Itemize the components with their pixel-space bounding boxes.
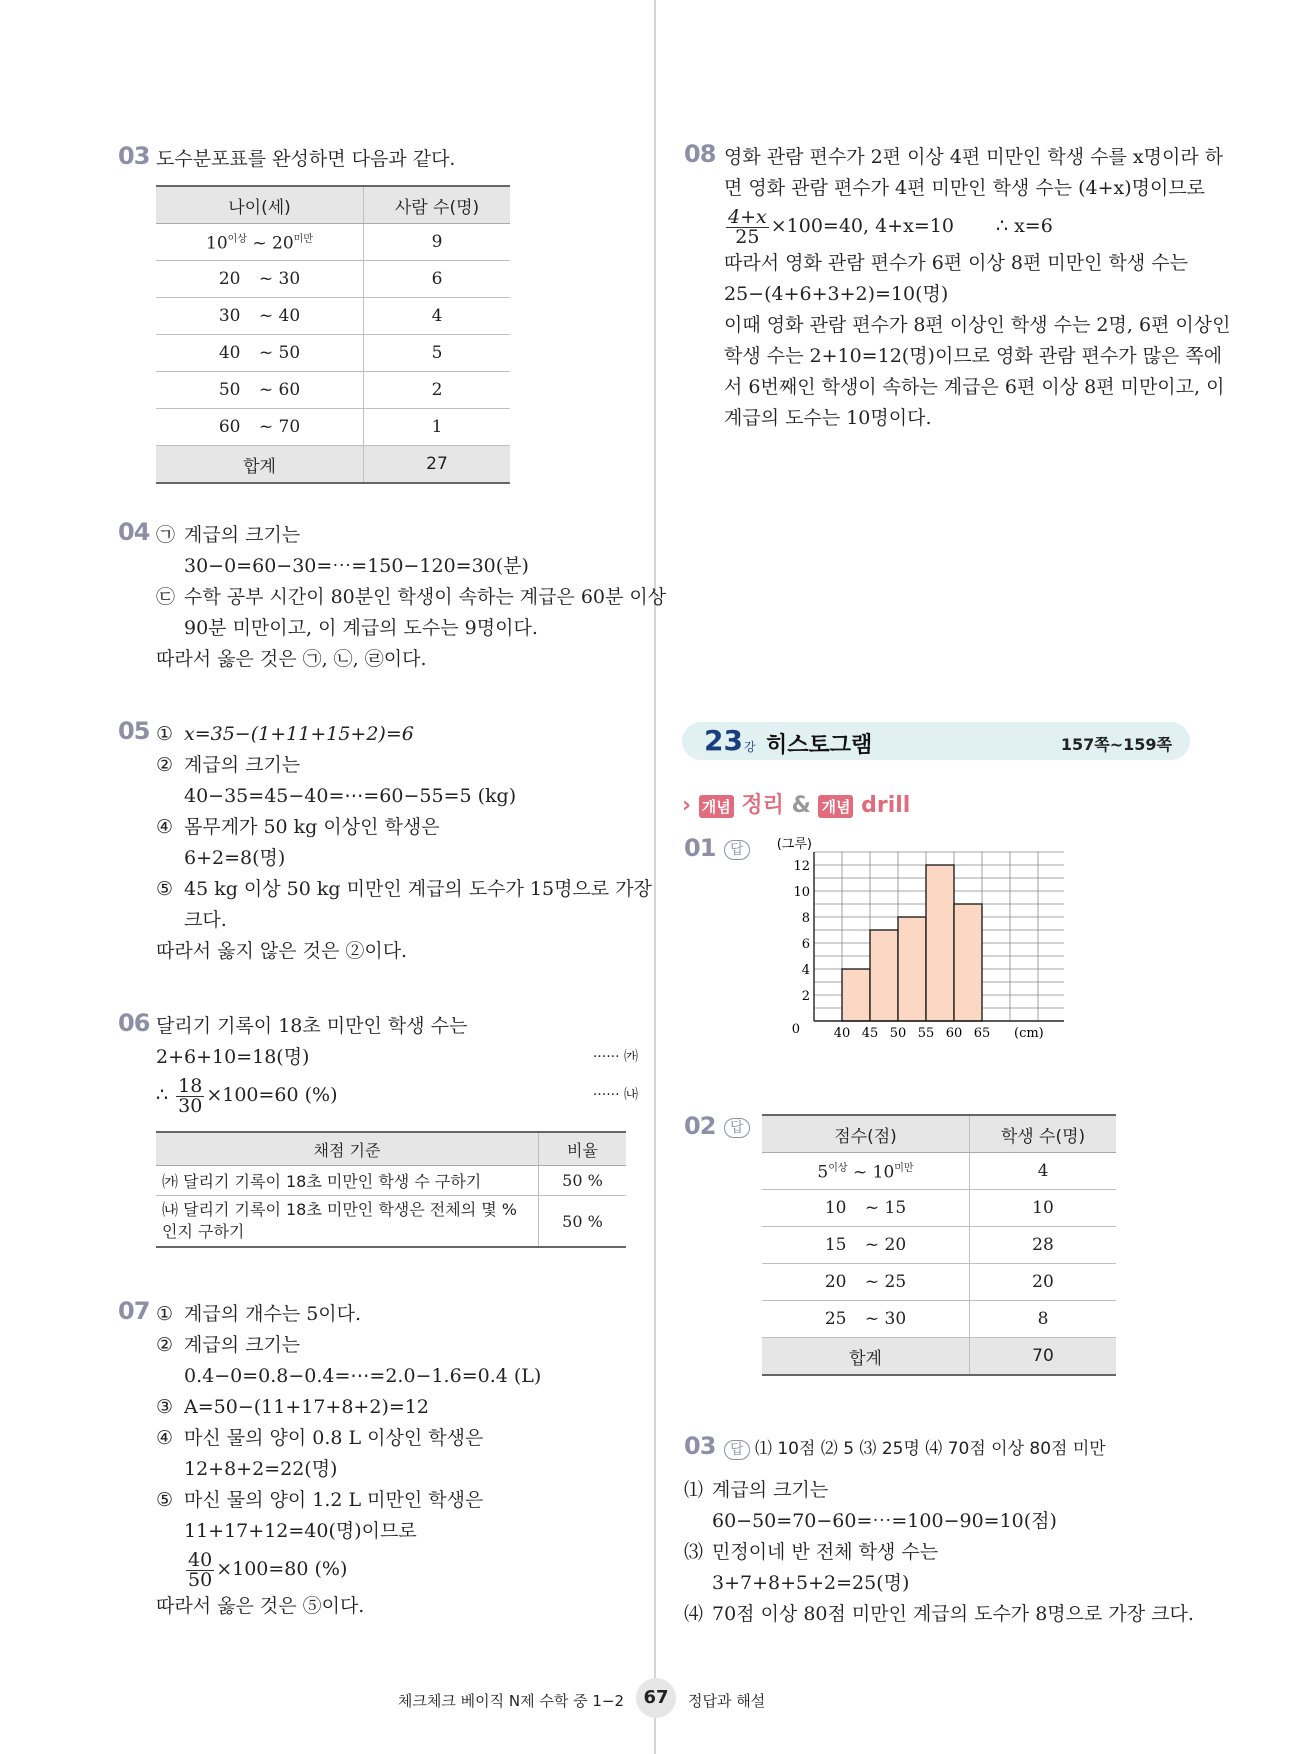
page-number: 67: [636, 1678, 676, 1718]
table-cell: 6: [364, 261, 511, 298]
problem-number: 03: [684, 1432, 716, 1460]
answer-badge: 답: [724, 1118, 750, 1138]
lesson-title: 히스토그램: [766, 733, 873, 758]
concept-badge: 개념: [818, 795, 853, 818]
table-cell: 10 ~ 15: [762, 1190, 970, 1227]
table-row: [762, 1190, 1116, 1227]
lesson-number: 23: [704, 724, 743, 757]
x-tick-label: 50: [889, 1026, 907, 1041]
y-tick-label: 10: [793, 885, 810, 900]
table-cell: 20 ~ 25: [762, 1264, 970, 1301]
table-row: [156, 409, 510, 446]
answer-badge: 답: [724, 1440, 750, 1460]
x-tick-label: 45: [861, 1026, 879, 1041]
table-row: [156, 298, 510, 335]
histogram-bar: [926, 865, 954, 1021]
table-cell: 9: [364, 224, 511, 261]
answer-summary: ⑴ 10점 ⑵ 5 ⑶ 25명 ⑷ 70점 이상 80점 미만: [754, 1439, 1106, 1459]
origin-label: 0: [791, 1022, 800, 1037]
table-row: [156, 335, 510, 372]
table-total-row: [762, 1338, 1116, 1376]
histogram-bar: [870, 930, 898, 1021]
table-cell: ㈏ 달리기 기록이 18초 미만인 학생은 전체의 몇 %인지 구하기: [156, 1196, 539, 1248]
y-tick-label: 4: [801, 963, 810, 978]
table-row: [156, 1166, 626, 1196]
table-cell: 4: [970, 1153, 1117, 1190]
table-cell: 15 ~ 20: [762, 1227, 970, 1264]
problem-06: 06 달리기 기록이 18초 미만인 학생 수는 2+6+10=18(명) ······ ㈎ ∴ $\frac{18}{30}$ ×100=60 (%) ······ ㈏ 채점 기준 비율 ㈎ 달리기 기록이 18초 미만인 학생 수 구하기 50 % ㈏ 달리기 기록이 18초 미만인 학생은 전체의 몇 %인지 구하기 50 %: [118, 1011, 638, 1248]
table-cell: 4: [364, 298, 511, 335]
problem-number: 03: [118, 142, 150, 170]
scoring-table: [156, 1131, 626, 1248]
question-01: [684, 836, 1204, 1066]
table-row: [762, 1153, 1116, 1190]
table-row: [762, 1301, 1116, 1338]
problem-08: 08 영화 관람 편수가 2편 이상 4편 미만인 학생 수를 x명이라 하 면 영화 관람 편수가 4편 미만인 학생 수는 (4+x)명이므로 $\frac{4+x}{25}$ ×100=40, 4+x=10 ∴ x=6 따라서 영화 관람 편수가 6편 이상 8편 미만인 학생 수는 25−(4+6+3+2)=10(명) 이때 영화 관람 편수가 8편 이상인 학생 수는 2명, 6편 이상인 학생 수는 2+10=12(명)이므로 영화 관람 편수가 많은 쪽에 서 6번째인 학생이 속하는 계급은 6편 이상 8편 미만이고, 이 계급의 도수는 10명이다.: [684, 140, 1231, 429]
table-cell: 30 ~ 40: [156, 298, 364, 335]
problem-04: 04 ㉠ 계급의 크기는 30−0=60−30=⋯=150−120=30(분) ㉢ 수학 공부 시간이 80분인 학생이 속하는 계급은 60분 이상 90분 미만이고, 이 계급의 도수는 9명이다. 따라서 옳은 것은 ㉠, ㉡, ㉣이다.: [118, 518, 667, 670]
frequency-table: [762, 1114, 1116, 1376]
y-tick-label: 2: [801, 989, 810, 1004]
table-cell: $5^{이상}$ ~ $10^{미만}$: [762, 1153, 970, 1190]
table-cell: 60 ~ 70: [156, 409, 364, 446]
chevron-right-icon: ›: [682, 793, 692, 818]
table-header: 학생 수(명): [970, 1115, 1117, 1153]
x-tick-label: 65: [973, 1026, 991, 1041]
table-cell: 25 ~ 30: [762, 1301, 970, 1338]
table-row: [156, 224, 510, 261]
table-row: [156, 261, 510, 298]
table-header: 사람 수(명): [364, 186, 511, 224]
table-cell: 50 ~ 60: [156, 372, 364, 409]
table-cell: ㈎ 달리기 기록이 18초 미만인 학생 수 구하기: [156, 1166, 539, 1196]
lesson-unit: 강: [744, 740, 756, 754]
problem-number: 05: [118, 717, 150, 745]
table-cell: 50 %: [539, 1196, 627, 1248]
histogram-bar: [954, 904, 982, 1021]
y-axis-label: (그루): [776, 837, 812, 852]
lesson-banner: [682, 722, 1190, 760]
table-header: 채점 기준: [156, 1132, 539, 1166]
question-03: 03 답 ⑴ 10점 ⑵ 5 ⑶ 25명 ⑷ 70점 이상 80점 미만 ⑴ 계급의 크기는 60−50=70−60=⋯=100−90=10(점) ⑶ 민정이네 반 전체 학생 수는 3+7+8+5+2=25(명) ⑷ 70점 이상 80점 미만인 계급의 도수가 8명으로 가장 크다.: [684, 1432, 1194, 1625]
lesson-pages: 157쪽~159쪽: [1060, 735, 1172, 754]
table-row: [762, 1227, 1116, 1264]
table-row: [762, 1264, 1116, 1301]
table-cell: 8: [970, 1301, 1117, 1338]
table-cell: 50 %: [539, 1166, 627, 1196]
problem-number: 07: [118, 1297, 150, 1325]
section-name: 정답과 해설: [688, 1692, 766, 1710]
section-heading: › 개념 정리 & 개념 drill: [682, 793, 911, 818]
concept-badge: 개념: [699, 795, 734, 818]
table-cell: 합계: [762, 1338, 970, 1376]
problem-number: 01: [684, 834, 716, 862]
table-header: 비율: [539, 1132, 627, 1166]
table-row: [156, 372, 510, 409]
problem-07: 07 ① 계급의 개수는 5이다. ② 계급의 크기는 0.4−0=0.8−0.4=⋯=2.0−1.6=0.4 (L) ③ A=50−(11+17+8+2)=12 ④ 마신 물의 양이 0.8 L 이상인 학생은 12+8+2=22(명) ⑤ 마신 물의 양이 1.2 L 미만인 학생은 11+17+12=40(명)이므로 $\frac{40}{50}$ ×100=80 (%) 따라서 옳은 것은 ⑤이다.: [118, 1297, 542, 1617]
x-tick-label: 55: [917, 1026, 935, 1041]
table-total-row: [156, 446, 510, 484]
y-tick-label: 8: [801, 911, 810, 926]
answer-badge: 답: [724, 840, 750, 860]
problem-text: 도수분포표를 완성하면 다음과 같다.: [156, 148, 456, 170]
problem-number: 06: [118, 1009, 150, 1037]
problem-03: [118, 144, 638, 484]
problem-number: 04: [118, 518, 150, 546]
table-cell: 2: [364, 372, 511, 409]
table-cell: 합계: [156, 446, 364, 484]
problem-number: 02: [684, 1112, 716, 1140]
table-cell: 28: [970, 1227, 1117, 1264]
table-row: [156, 1196, 626, 1248]
x-axis-label: (cm): [1014, 1026, 1044, 1041]
problem-number: 08: [684, 140, 716, 168]
table-cell: $10^{이상}$ ~ $20^{미만}$: [156, 224, 364, 261]
table-cell: 20: [970, 1264, 1117, 1301]
x-tick-label: 60: [945, 1026, 963, 1041]
y-tick-label: 6: [801, 937, 810, 952]
table-cell: 5: [364, 335, 511, 372]
table-cell: 40 ~ 50: [156, 335, 364, 372]
table-cell: 20 ~ 30: [156, 261, 364, 298]
problem-05: 05 ① x=35−(1+11+15+2)=6 ② 계급의 크기는 40−35=45−40=⋯=60−55=5 (kg) ④ 몸무게가 50 kg 이상인 학생은 6+2=8(명) ⑤ 45 kg 이상 50 kg 미만인 계급의 도수가 15명으로 가장 크다. 따라서 옳지 않은 것은 ②이다.: [118, 717, 652, 962]
question-02: [684, 1114, 1204, 1376]
page-footer: [0, 1678, 1300, 1718]
histogram-bar: [842, 969, 870, 1021]
histogram-bar: [898, 917, 926, 1021]
book-title: 체크체크 베이직 N제 수학 중 1−2: [397, 1692, 624, 1710]
table-header: 점수(점): [762, 1115, 970, 1153]
table-header: 나이(세): [156, 186, 364, 224]
table-cell: 70: [970, 1338, 1117, 1376]
frequency-table: [156, 185, 510, 484]
histogram-chart: [764, 836, 1064, 1066]
table-cell: 1: [364, 409, 511, 446]
page-divider: [654, 0, 656, 1754]
table-cell: 10: [970, 1190, 1117, 1227]
y-tick-label: 12: [793, 859, 810, 874]
table-cell: 27: [364, 446, 511, 484]
x-tick-label: 40: [833, 1026, 851, 1041]
